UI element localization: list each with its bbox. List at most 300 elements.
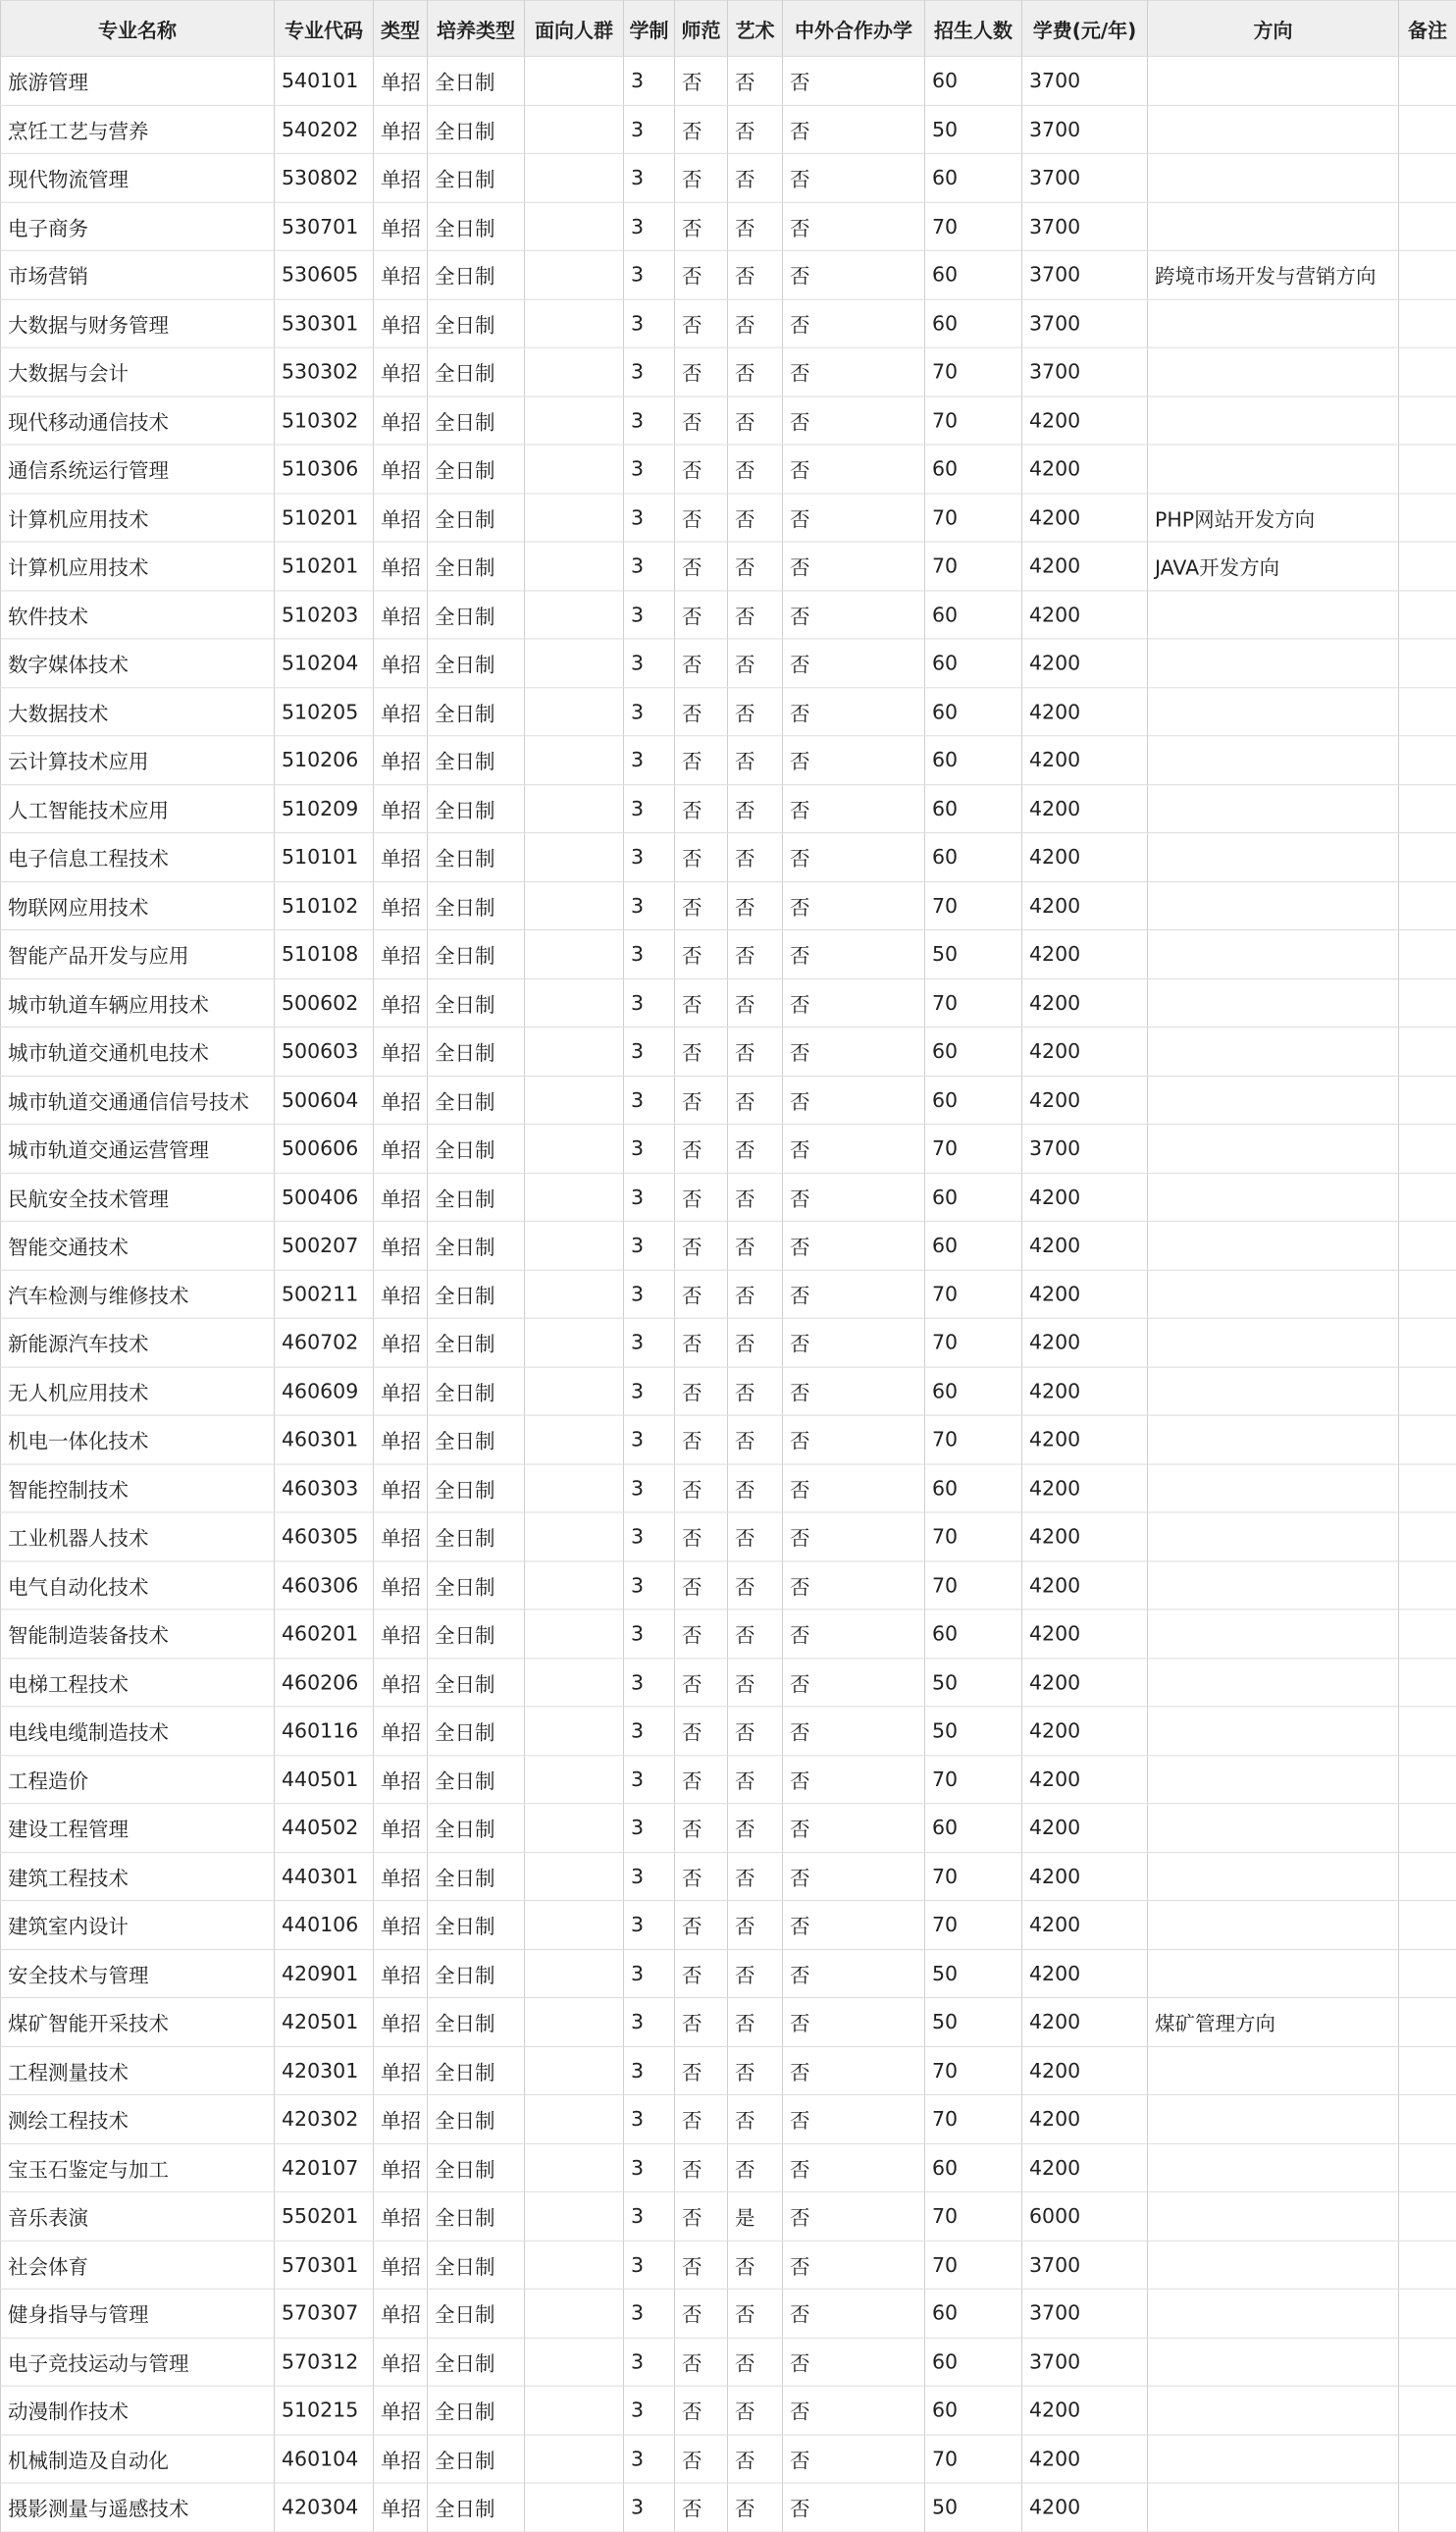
cell-sino-foreign: 否 (783, 494, 925, 542)
cell-duration: 3 (624, 2289, 675, 2337)
cell-direction (1148, 153, 1399, 201)
cell-duration: 3 (624, 542, 675, 590)
cell-major-name: 音乐表演 (1, 2191, 275, 2240)
cell-normal: 否 (675, 1998, 728, 2046)
cell-major-name: 大数据与会计 (1, 347, 275, 396)
cell-target-group (525, 2094, 624, 2142)
cell-normal: 否 (675, 1949, 728, 1997)
cell-duration: 3 (624, 1415, 675, 1463)
cell-major-code: 570312 (275, 2338, 374, 2386)
cell-normal: 否 (675, 2191, 728, 2240)
cell-art: 否 (728, 2386, 783, 2434)
cell-training-type: 全日制 (428, 687, 525, 735)
cell-training-type: 全日制 (428, 2483, 525, 2531)
cell-major-code: 460201 (275, 1609, 374, 1658)
cell-sino-foreign: 否 (783, 1173, 925, 1221)
cell-major-name: 数字媒体技术 (1, 639, 275, 687)
cell-type: 单招 (374, 2483, 428, 2531)
cell-tuition: 4200 (1022, 1173, 1148, 1221)
cell-type: 单招 (374, 736, 428, 784)
cell-major-code: 500606 (275, 1124, 374, 1172)
table-row (1, 2289, 1456, 2337)
cell-sino-foreign: 否 (783, 2338, 925, 2386)
cell-training-type: 全日制 (428, 1804, 525, 1852)
cell-major-name: 工程测量技术 (1, 2046, 275, 2094)
cell-sino-foreign: 否 (783, 2435, 925, 2483)
cell-training-type: 全日制 (428, 1998, 525, 2046)
cell-tuition: 4200 (1022, 881, 1148, 929)
cell-remarks (1399, 1707, 1456, 1755)
cell-remarks (1399, 2289, 1456, 2337)
cell-major-name: 测绘工程技术 (1, 2094, 275, 2142)
cell-duration: 3 (624, 1755, 675, 1803)
cell-duration: 3 (624, 250, 675, 298)
cell-art: 否 (728, 639, 783, 687)
cell-normal: 否 (675, 736, 728, 784)
cell-training-type: 全日制 (428, 56, 525, 104)
cell-sino-foreign: 否 (783, 1755, 925, 1803)
cell-sino-foreign: 否 (783, 1512, 925, 1560)
cell-normal: 否 (675, 784, 728, 832)
cell-target-group (525, 1221, 624, 1269)
cell-art: 否 (728, 202, 783, 250)
table-row (1, 784, 1456, 832)
cell-enrollment: 50 (925, 2483, 1022, 2531)
cell-direction (1148, 1464, 1399, 1512)
column-header-tuition: 学费(元/年) (1022, 0, 1148, 56)
cell-art: 否 (728, 1270, 783, 1318)
cell-tuition: 3700 (1022, 347, 1148, 396)
cell-tuition: 3700 (1022, 1124, 1148, 1172)
cell-duration: 3 (624, 1173, 675, 1221)
cell-tuition: 4200 (1022, 1609, 1148, 1658)
cell-type: 单招 (374, 1560, 428, 1609)
cell-art: 否 (728, 2289, 783, 2337)
cell-sino-foreign: 否 (783, 1124, 925, 1172)
cell-tuition: 4200 (1022, 1221, 1148, 1269)
cell-major-name: 智能产品开发与应用 (1, 930, 275, 978)
cell-remarks (1399, 2386, 1456, 2434)
cell-duration: 3 (624, 1367, 675, 1415)
cell-duration: 3 (624, 1221, 675, 1269)
cell-tuition: 4200 (1022, 1901, 1148, 1949)
cell-normal: 否 (675, 1415, 728, 1463)
cell-normal: 否 (675, 1318, 728, 1366)
cell-training-type: 全日制 (428, 2289, 525, 2337)
cell-type: 单招 (374, 1318, 428, 1366)
cell-art: 否 (728, 1318, 783, 1366)
cell-art: 否 (728, 2483, 783, 2531)
cell-type: 单招 (374, 299, 428, 347)
cell-major-code: 460702 (275, 1318, 374, 1366)
cell-type: 单招 (374, 1998, 428, 2046)
column-header-sino-foreign: 中外合作办学 (783, 0, 925, 56)
cell-enrollment: 60 (925, 1367, 1022, 1415)
cell-major-code: 510101 (275, 833, 374, 881)
cell-sino-foreign: 否 (783, 833, 925, 881)
cell-duration: 3 (624, 445, 675, 493)
cell-normal: 否 (675, 1852, 728, 1900)
cell-art: 否 (728, 1560, 783, 1609)
cell-duration: 3 (624, 1949, 675, 1997)
cell-direction (1148, 56, 1399, 104)
table-row (1, 1609, 1456, 1658)
cell-sino-foreign: 否 (783, 881, 925, 929)
cell-tuition: 4200 (1022, 1755, 1148, 1803)
cell-duration: 3 (624, 881, 675, 929)
cell-art: 否 (728, 153, 783, 201)
cell-sino-foreign: 否 (783, 1464, 925, 1512)
cell-type: 单招 (374, 1804, 428, 1852)
cell-tuition: 4200 (1022, 1949, 1148, 1997)
cell-art: 否 (728, 1658, 783, 1706)
cell-training-type: 全日制 (428, 1560, 525, 1609)
table-row (1, 1804, 1456, 1852)
cell-enrollment: 60 (925, 1076, 1022, 1124)
cell-normal: 否 (675, 1270, 728, 1318)
table-row (1, 590, 1456, 638)
cell-sino-foreign: 否 (783, 2241, 925, 2289)
cell-enrollment: 60 (925, 639, 1022, 687)
cell-tuition: 4200 (1022, 687, 1148, 735)
cell-remarks (1399, 930, 1456, 978)
cell-direction (1148, 1609, 1399, 1658)
cell-major-name: 安全技术与管理 (1, 1949, 275, 1997)
cell-enrollment: 60 (925, 2143, 1022, 2191)
cell-tuition: 4200 (1022, 1464, 1148, 1512)
cell-enrollment: 70 (925, 1270, 1022, 1318)
cell-sino-foreign: 否 (783, 930, 925, 978)
cell-normal: 否 (675, 2483, 728, 2531)
cell-art: 否 (728, 396, 783, 445)
cell-enrollment: 60 (925, 833, 1022, 881)
cell-major-name: 电子信息工程技术 (1, 833, 275, 881)
table-row (1, 105, 1456, 153)
cell-sino-foreign: 否 (783, 1658, 925, 1706)
cell-direction (1148, 784, 1399, 832)
cell-sino-foreign: 否 (783, 1949, 925, 1997)
cell-major-code: 440106 (275, 1901, 374, 1949)
cell-major-code: 420301 (275, 2046, 374, 2094)
cell-enrollment: 60 (925, 1173, 1022, 1221)
cell-major-name: 智能控制技术 (1, 1464, 275, 1512)
cell-enrollment: 60 (925, 56, 1022, 104)
cell-tuition: 4200 (1022, 1658, 1148, 1706)
cell-target-group (525, 639, 624, 687)
table-row (1, 881, 1456, 929)
cell-target-group (525, 1512, 624, 1560)
cell-type: 单招 (374, 881, 428, 929)
cell-type: 单招 (374, 2435, 428, 2483)
cell-art: 否 (728, 881, 783, 929)
cell-target-group (525, 1318, 624, 1366)
cell-direction (1148, 1221, 1399, 1269)
table-row (1, 1512, 1456, 1560)
cell-major-code: 510204 (275, 639, 374, 687)
cell-training-type: 全日制 (428, 1415, 525, 1463)
cell-target-group (525, 590, 624, 638)
cell-duration: 3 (624, 202, 675, 250)
cell-type: 单招 (374, 1609, 428, 1658)
cell-remarks (1399, 2241, 1456, 2289)
cell-remarks (1399, 1560, 1456, 1609)
cell-sino-foreign: 否 (783, 1415, 925, 1463)
cell-major-code: 570307 (275, 2289, 374, 2337)
cell-target-group (525, 1755, 624, 1803)
cell-major-name: 煤矿智能开采技术 (1, 1998, 275, 2046)
cell-duration: 3 (624, 2191, 675, 2240)
cell-major-name: 健身指导与管理 (1, 2289, 275, 2337)
cell-enrollment: 50 (925, 1658, 1022, 1706)
cell-normal: 否 (675, 2289, 728, 2337)
cell-remarks (1399, 833, 1456, 881)
cell-art: 否 (728, 1027, 783, 1075)
cell-tuition: 4200 (1022, 1367, 1148, 1415)
cell-normal: 否 (675, 2094, 728, 2142)
cell-art: 否 (728, 2143, 783, 2191)
cell-sino-foreign: 否 (783, 1609, 925, 1658)
cell-normal: 否 (675, 2435, 728, 2483)
cell-normal: 否 (675, 687, 728, 735)
cell-art: 否 (728, 445, 783, 493)
cell-target-group (525, 347, 624, 396)
table-row (1, 1270, 1456, 1318)
cell-type: 单招 (374, 347, 428, 396)
cell-art: 否 (728, 1901, 783, 1949)
cell-normal: 否 (675, 250, 728, 298)
cell-direction (1148, 105, 1399, 153)
cell-type: 单招 (374, 2338, 428, 2386)
table-row (1, 1076, 1456, 1124)
cell-duration: 3 (624, 396, 675, 445)
cell-type: 单招 (374, 2386, 428, 2434)
cell-major-name: 建筑室内设计 (1, 1901, 275, 1949)
cell-art: 否 (728, 1464, 783, 1512)
column-header-target-group: 面向人群 (525, 0, 624, 56)
cell-major-name: 现代移动通信技术 (1, 396, 275, 445)
cell-normal: 否 (675, 202, 728, 250)
cell-direction (1148, 1852, 1399, 1900)
cell-sino-foreign: 否 (783, 1221, 925, 1269)
cell-remarks (1399, 1658, 1456, 1706)
cell-target-group (525, 1560, 624, 1609)
cell-training-type: 全日制 (428, 1658, 525, 1706)
cell-art: 是 (728, 2191, 783, 2240)
cell-art: 否 (728, 2338, 783, 2386)
cell-major-code: 510201 (275, 494, 374, 542)
cell-remarks (1399, 542, 1456, 590)
table-body (1, 56, 1456, 2531)
column-header-remarks: 备注 (1399, 0, 1456, 56)
cell-duration: 3 (624, 639, 675, 687)
cell-training-type: 全日制 (428, 396, 525, 445)
table-row (1, 2435, 1456, 2483)
cell-enrollment: 70 (925, 1318, 1022, 1366)
cell-remarks (1399, 590, 1456, 638)
cell-normal: 否 (675, 1464, 728, 1512)
table-row (1, 978, 1456, 1027)
table-row (1, 736, 1456, 784)
cell-normal: 否 (675, 881, 728, 929)
cell-target-group (525, 396, 624, 445)
cell-enrollment: 60 (925, 687, 1022, 735)
cell-normal: 否 (675, 396, 728, 445)
cell-training-type: 全日制 (428, 2046, 525, 2094)
cell-target-group (525, 687, 624, 735)
cell-major-code: 570301 (275, 2241, 374, 2289)
cell-duration: 3 (624, 590, 675, 638)
cell-major-code: 460306 (275, 1560, 374, 1609)
cell-type: 单招 (374, 2094, 428, 2142)
table-row (1, 445, 1456, 493)
cell-art: 否 (728, 250, 783, 298)
cell-type: 单招 (374, 2241, 428, 2289)
cell-major-code: 550201 (275, 2191, 374, 2240)
cell-type: 单招 (374, 639, 428, 687)
table-row (1, 1658, 1456, 1706)
cell-enrollment: 60 (925, 1804, 1022, 1852)
cell-training-type: 全日制 (428, 1270, 525, 1318)
cell-major-name: 宝玉石鉴定与加工 (1, 2143, 275, 2191)
cell-sino-foreign: 否 (783, 299, 925, 347)
table-row (1, 2191, 1456, 2240)
cell-major-code: 530605 (275, 250, 374, 298)
table-row (1, 639, 1456, 687)
cell-tuition: 4200 (1022, 639, 1148, 687)
cell-training-type: 全日制 (428, 978, 525, 1027)
cell-enrollment: 50 (925, 930, 1022, 978)
cell-duration: 3 (624, 2435, 675, 2483)
cell-normal: 否 (675, 2046, 728, 2094)
cell-type: 单招 (374, 1076, 428, 1124)
cell-sino-foreign: 否 (783, 250, 925, 298)
cell-direction (1148, 2435, 1399, 2483)
cell-major-code: 500604 (275, 1076, 374, 1124)
cell-normal: 否 (675, 1124, 728, 1172)
cell-direction (1148, 2289, 1399, 2337)
cell-type: 单招 (374, 1124, 428, 1172)
cell-direction (1148, 2143, 1399, 2191)
cell-type: 单招 (374, 687, 428, 735)
cell-major-name: 工程造价 (1, 1755, 275, 1803)
cell-normal: 否 (675, 1560, 728, 1609)
cell-training-type: 全日制 (428, 590, 525, 638)
cell-type: 单招 (374, 590, 428, 638)
cell-training-type: 全日制 (428, 1318, 525, 1366)
cell-remarks (1399, 2191, 1456, 2240)
cell-tuition: 4200 (1022, 1998, 1148, 2046)
cell-enrollment: 60 (925, 1027, 1022, 1075)
cell-remarks (1399, 396, 1456, 445)
cell-major-code: 510108 (275, 930, 374, 978)
cell-enrollment: 70 (925, 347, 1022, 396)
cell-direction (1148, 396, 1399, 445)
cell-sino-foreign: 否 (783, 1998, 925, 2046)
cell-remarks (1399, 784, 1456, 832)
cell-training-type: 全日制 (428, 1124, 525, 1172)
cell-normal: 否 (675, 1367, 728, 1415)
cell-normal: 否 (675, 978, 728, 1027)
table-row (1, 833, 1456, 881)
cell-direction (1148, 1027, 1399, 1075)
cell-direction (1148, 639, 1399, 687)
cell-duration: 3 (624, 2338, 675, 2386)
cell-target-group (525, 978, 624, 1027)
cell-art: 否 (728, 2046, 783, 2094)
column-header-normal: 师范 (675, 0, 728, 56)
cell-remarks (1399, 250, 1456, 298)
cell-type: 单招 (374, 250, 428, 298)
cell-major-code: 510201 (275, 542, 374, 590)
cell-target-group (525, 2143, 624, 2191)
cell-duration: 3 (624, 1804, 675, 1852)
cell-direction (1148, 1076, 1399, 1124)
cell-duration: 3 (624, 1270, 675, 1318)
cell-major-name: 城市轨道交通运营管理 (1, 1124, 275, 1172)
cell-type: 单招 (374, 494, 428, 542)
table-row (1, 2338, 1456, 2386)
cell-direction (1148, 2338, 1399, 2386)
cell-major-code: 510215 (275, 2386, 374, 2434)
cell-tuition: 3700 (1022, 56, 1148, 104)
cell-type: 单招 (374, 202, 428, 250)
cell-sino-foreign: 否 (783, 153, 925, 201)
cell-training-type: 全日制 (428, 2143, 525, 2191)
cell-target-group (525, 1707, 624, 1755)
cell-training-type: 全日制 (428, 2386, 525, 2434)
cell-normal: 否 (675, 1755, 728, 1803)
cell-direction (1148, 930, 1399, 978)
cell-duration: 3 (624, 1560, 675, 1609)
cell-remarks (1399, 445, 1456, 493)
cell-target-group (525, 833, 624, 881)
cell-target-group (525, 202, 624, 250)
cell-remarks (1399, 687, 1456, 735)
cell-enrollment: 70 (925, 2094, 1022, 2142)
cell-major-code: 530302 (275, 347, 374, 396)
cell-tuition: 4200 (1022, 784, 1148, 832)
cell-remarks (1399, 1318, 1456, 1366)
cell-sino-foreign: 否 (783, 590, 925, 638)
cell-tuition: 4200 (1022, 2435, 1148, 2483)
column-header-direction: 方向 (1148, 0, 1399, 56)
cell-major-name: 物联网应用技术 (1, 881, 275, 929)
cell-sino-foreign: 否 (783, 1707, 925, 1755)
cell-tuition: 4200 (1022, 1560, 1148, 1609)
cell-art: 否 (728, 1124, 783, 1172)
cell-major-name: 社会体育 (1, 2241, 275, 2289)
cell-duration: 3 (624, 930, 675, 978)
cell-training-type: 全日制 (428, 2435, 525, 2483)
cell-type: 单招 (374, 1221, 428, 1269)
table-row (1, 1124, 1456, 1172)
cell-major-code: 510302 (275, 396, 374, 445)
cell-training-type: 全日制 (428, 1707, 525, 1755)
cell-enrollment: 70 (925, 1560, 1022, 1609)
cell-type: 单招 (374, 1464, 428, 1512)
cell-target-group (525, 1415, 624, 1463)
table-row (1, 1707, 1456, 1755)
cell-target-group (525, 2046, 624, 2094)
cell-training-type: 全日制 (428, 1076, 525, 1124)
cell-remarks (1399, 1755, 1456, 1803)
cell-direction (1148, 2046, 1399, 2094)
cell-target-group (525, 784, 624, 832)
cell-enrollment: 70 (925, 2046, 1022, 2094)
cell-duration: 3 (624, 2094, 675, 2142)
cell-direction (1148, 1124, 1399, 1172)
cell-remarks (1399, 494, 1456, 542)
